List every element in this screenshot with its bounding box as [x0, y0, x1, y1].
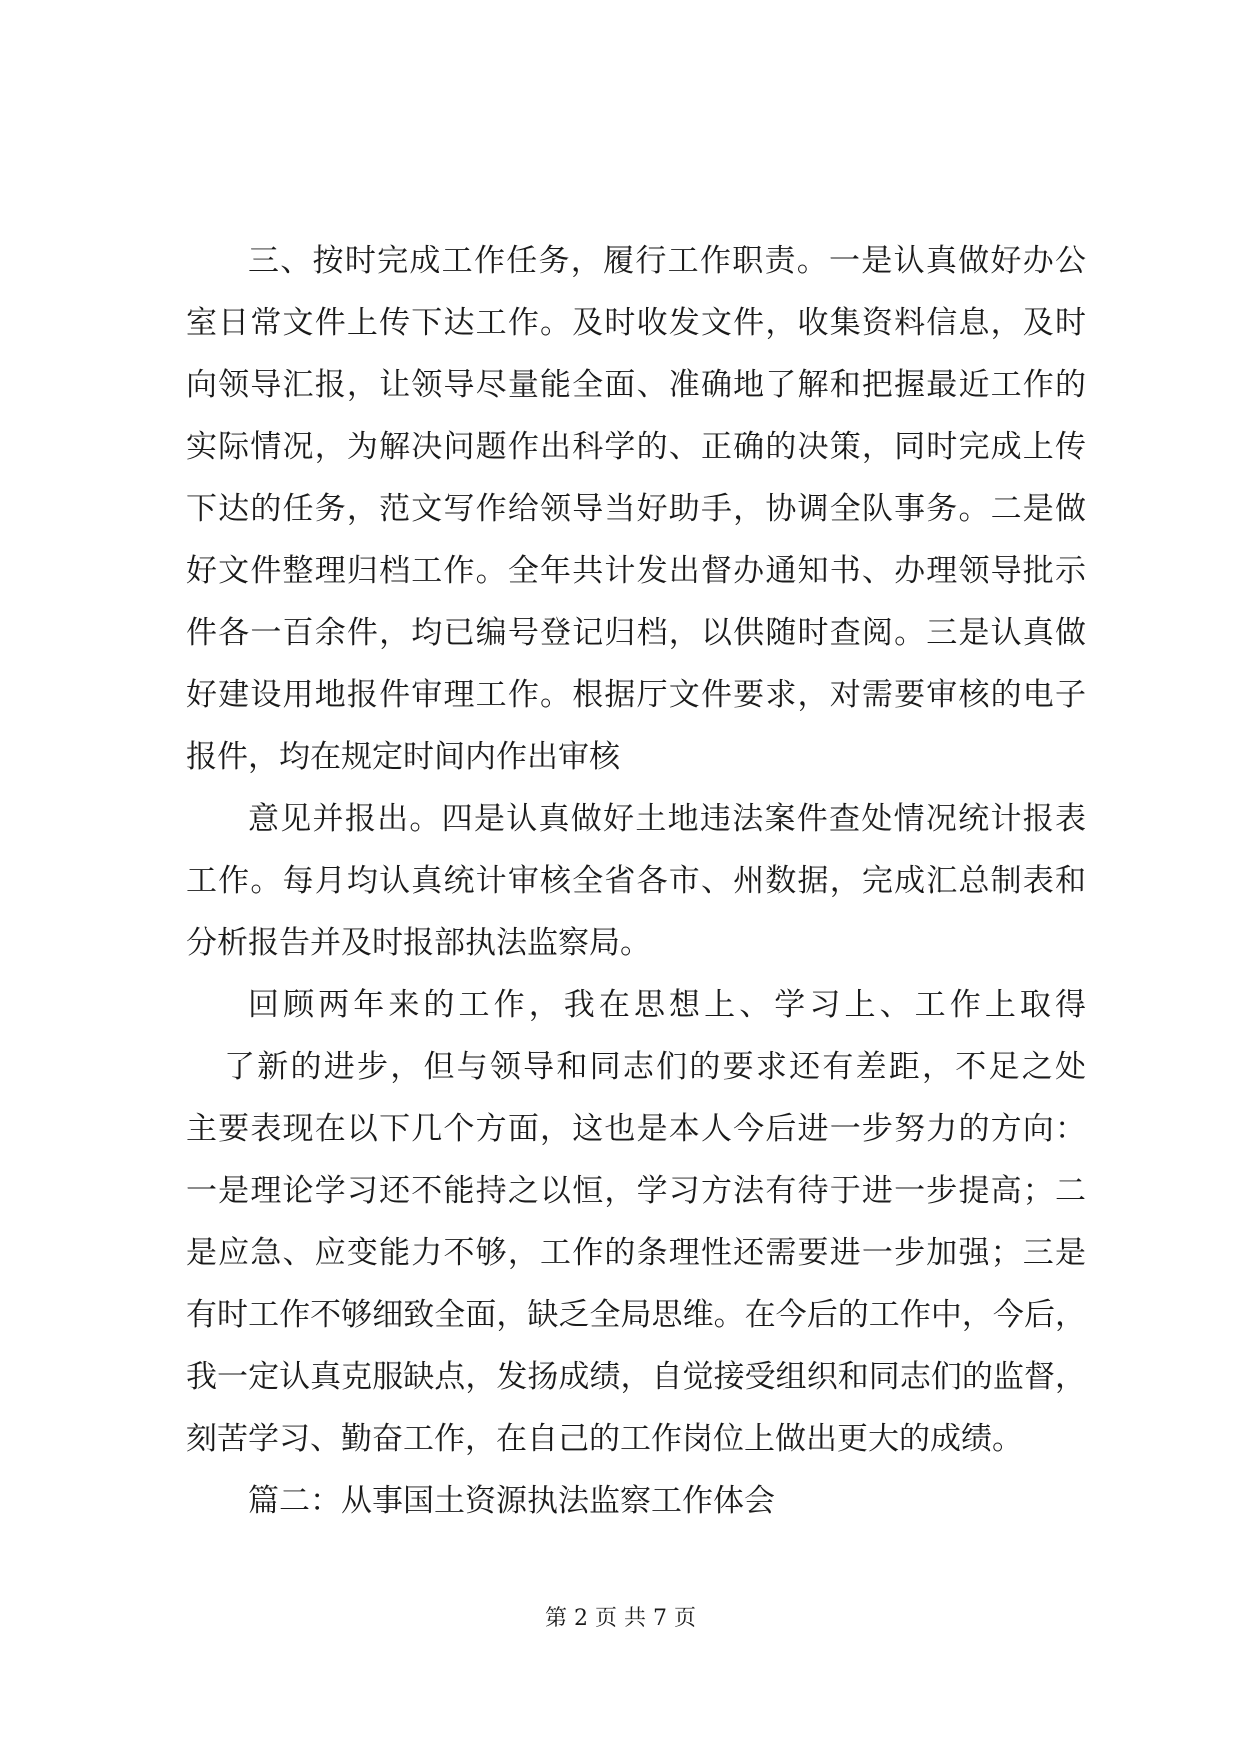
- page-footer: 第 2 页 共 7 页: [545, 1606, 696, 1631]
- text-line: 是应急、应变能力不够，工作的条理性还需要进一步加强；三是: [186, 1235, 1086, 1271]
- text-line: 下达的任务，范文写作给领导当好助手，协调全队事务。二是做: [186, 491, 1086, 527]
- text-line: 了新的进步，但与领导和同志们的要求还有差距，不足之处: [224, 1049, 1086, 1085]
- text-line: 好文件整理归档工作。全年共计发出督办通知书、办理领导批示: [186, 553, 1086, 589]
- text-line: 室日常文件上传下达工作。及时收发文件，收集资料信息，及时: [186, 305, 1086, 341]
- text-line: 三、按时完成工作任务，履行工作职责。一是认真做好办公: [248, 243, 1086, 279]
- text-line: 报件，均在规定时间内作出审核: [186, 739, 620, 775]
- document-body: [186, 230, 1086, 1532]
- text-line: 工作。每月均认真统计审核全省各市、州数据，完成汇总制表和: [186, 863, 1086, 899]
- text-line: 有时工作不够细致全面，缺乏全局思维。在今后的工作中，今后，: [186, 1297, 1086, 1333]
- text-line: 好建设用地报件审理工作。根据厅文件要求，对需要审核的电子: [186, 677, 1086, 713]
- text-line: 篇二：从事国土资源执法监察工作体会: [248, 1483, 775, 1519]
- text-line: 意见并报出。四是认真做好土地违法案件查处情况统计报表: [248, 801, 1086, 837]
- text-line: 一是理论学习还不能持之以恒，学习方法有待于进一步提高；二: [186, 1173, 1086, 1209]
- text-line: 实际情况，为解决问题作出科学的、正确的决策，同时完成上传: [186, 429, 1086, 465]
- text-line: 刻苦学习、勤奋工作，在自己的工作岗位上做出更大的成绩。: [186, 1421, 1023, 1457]
- text-line: 向领导汇报，让领导尽量能全面、准确地了解和把握最近工作的: [186, 367, 1086, 403]
- text-line: 主要表现在以下几个方面，这也是本人今后进一步努力的方向：: [186, 1111, 1086, 1147]
- text-line: 分析报告并及时报部执法监察局。: [186, 925, 651, 961]
- text-line: 我一定认真克服缺点，发扬成绩，自觉接受组织和同志们的监督，: [186, 1359, 1086, 1395]
- text-line: 回顾两年来的工作，我在思想上、学习上、工作上取得: [248, 987, 1086, 1023]
- text-line: 件各一百余件，均已编号登记归档，以供随时查阅。三是认真做: [186, 615, 1086, 651]
